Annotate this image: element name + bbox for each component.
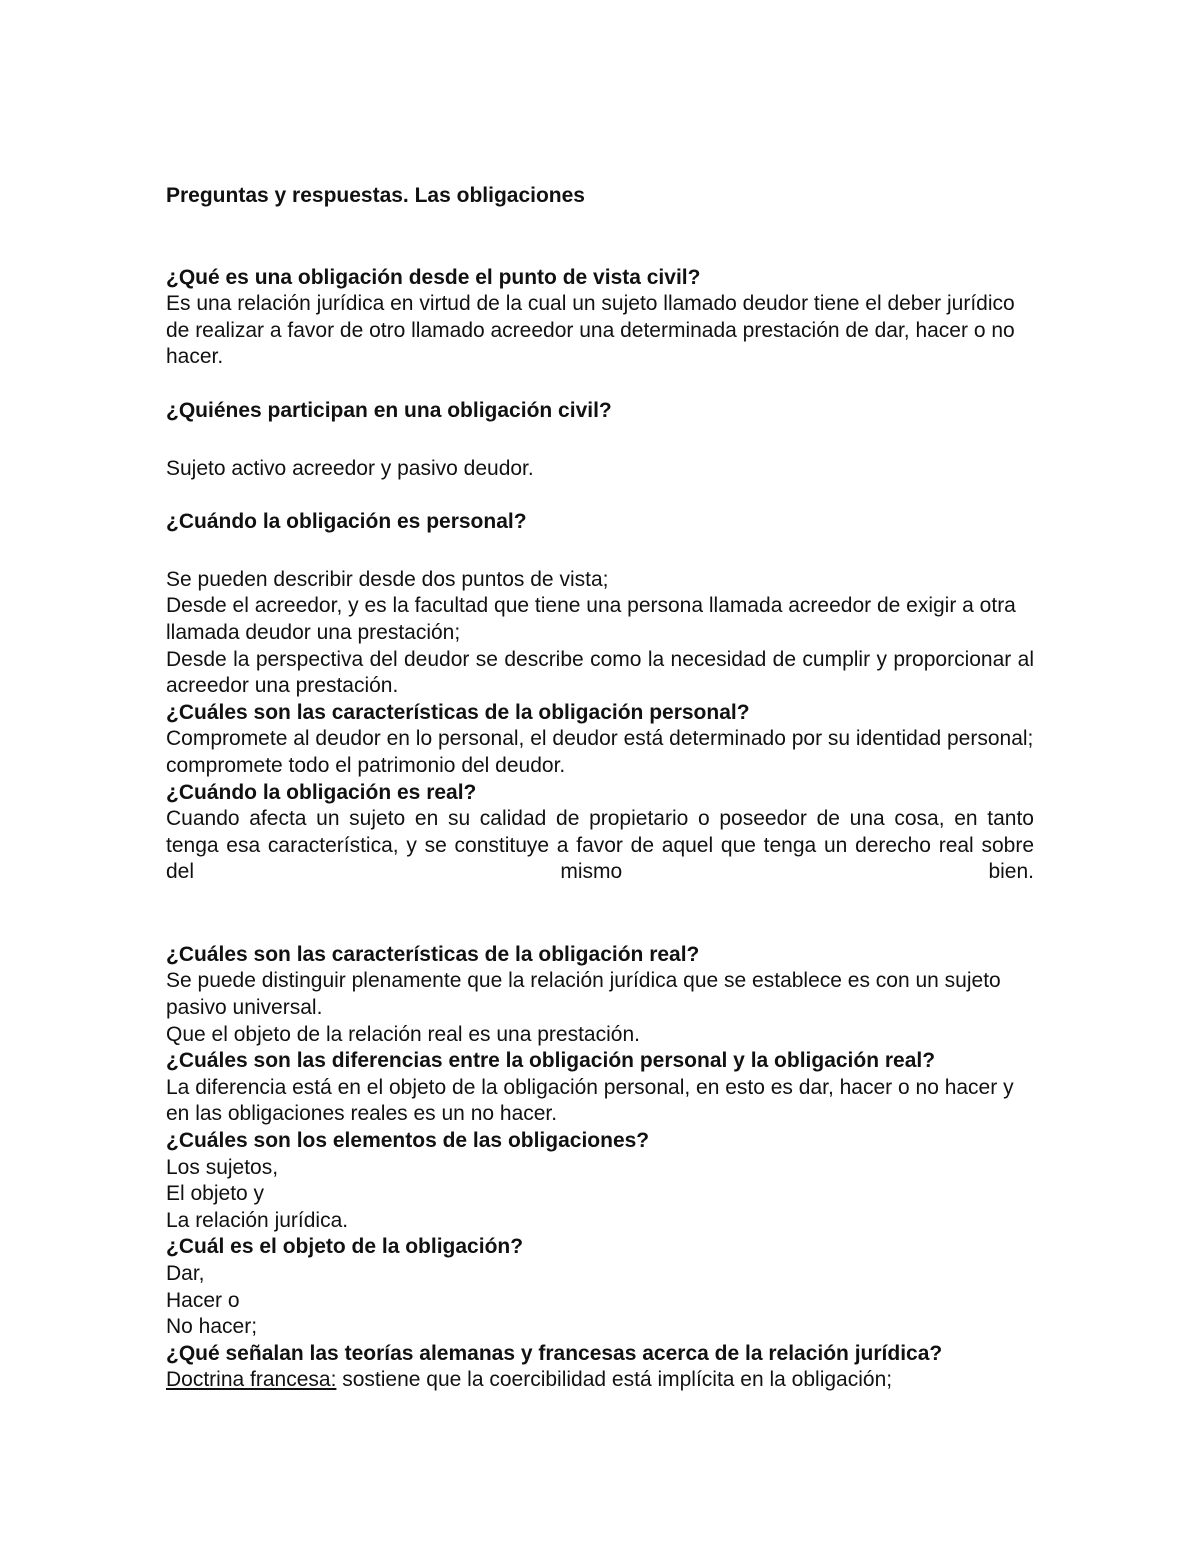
answer-text: Es una relación jurídica en virtud de la cual un sujeto llamado deudor tiene el deber jurídico de realizar a favor de otro llamado acreedor una determinada prestación de dar, hacer o no hacer. — [166, 292, 1015, 369]
answer-text: La diferencia está en el objeto de la obligación personal, en esto es dar, hacer o no hacer y en las obligaciones reales es un no hacer. — [166, 1075, 1014, 1126]
question-heading: ¿Cuáles son los elementos de las obligaciones? — [166, 1129, 650, 1153]
document-page — [166, 183, 1034, 1394]
question-heading: ¿Qué señalan las teorías alemanas y francesas acerca de la relación jurídica? — [166, 1341, 943, 1365]
doctrine-text: sostiene que la coercibilidad está implícita en la obligación; — [336, 1368, 893, 1392]
list-item: Hacer o — [166, 1288, 240, 1312]
answer-text: Sujeto activo acreedor y pasivo deudor. — [166, 456, 534, 480]
answer-text: Cuando afecta un sujeto en su calidad de propietario o poseedor de una cosa, en tanto tenga esa característica, y se constituye a favor de aquel que tenga un derecho real sobre del mismo bien. — [166, 807, 1034, 884]
question-heading: ¿Cuáles son las diferencias entre la obligación personal y la obligación real? — [166, 1049, 936, 1073]
list-item: No hacer; — [166, 1315, 258, 1339]
answer-text: Que el objeto de la relación real es una prestación. — [166, 1022, 640, 1046]
question-heading: ¿Cuándo la obligación es personal? — [166, 510, 527, 534]
question-heading: ¿Cuándo la obligación es real? — [166, 780, 477, 804]
question-heading: ¿Cuáles son las características de la obligación real? — [166, 942, 700, 966]
answer-text: Desde el acreedor, y es la facultad que tiene una persona llamada acreedor de exigir a otra llamada deudor una prestación; — [166, 594, 1016, 644]
list-item: El objeto y — [166, 1182, 265, 1206]
document-title: Preguntas y respuestas. Las obligaciones — [166, 184, 585, 207]
answer-text: Compromete al deudor en lo personal, el deudor está determinado por su identidad personal; compromete todo el patrimonio del deudor. — [166, 727, 1034, 777]
list-item: Dar, — [166, 1262, 205, 1285]
answer-text — [166, 1367, 1034, 1394]
question-heading: ¿Quiénes participan en una obligación civil? — [166, 398, 612, 422]
answer-text: Desde la perspectiva del deudor se describe como la necesidad de cumplir y proporcionar al acreedor una prestación. — [166, 647, 1034, 698]
answer-text: Se puede distinguir plenamente que la relación jurídica que se establece es con un sujeto pasivo universal. — [166, 969, 1001, 1020]
question-heading: ¿Cuáles son las características de la obligación personal? — [166, 700, 750, 724]
question-heading: ¿Qué es una obligación desde el punto de vista civil? — [166, 265, 701, 289]
doctrine-label: Doctrina francesa: — [166, 1368, 337, 1392]
answer-text: Se pueden describir desde dos puntos de vista; — [166, 567, 609, 591]
list-item: La relación jurídica. — [166, 1208, 349, 1232]
list-item: Los sujetos, — [166, 1155, 279, 1179]
question-heading: ¿Cuál es el objeto de la obligación? — [166, 1235, 524, 1259]
